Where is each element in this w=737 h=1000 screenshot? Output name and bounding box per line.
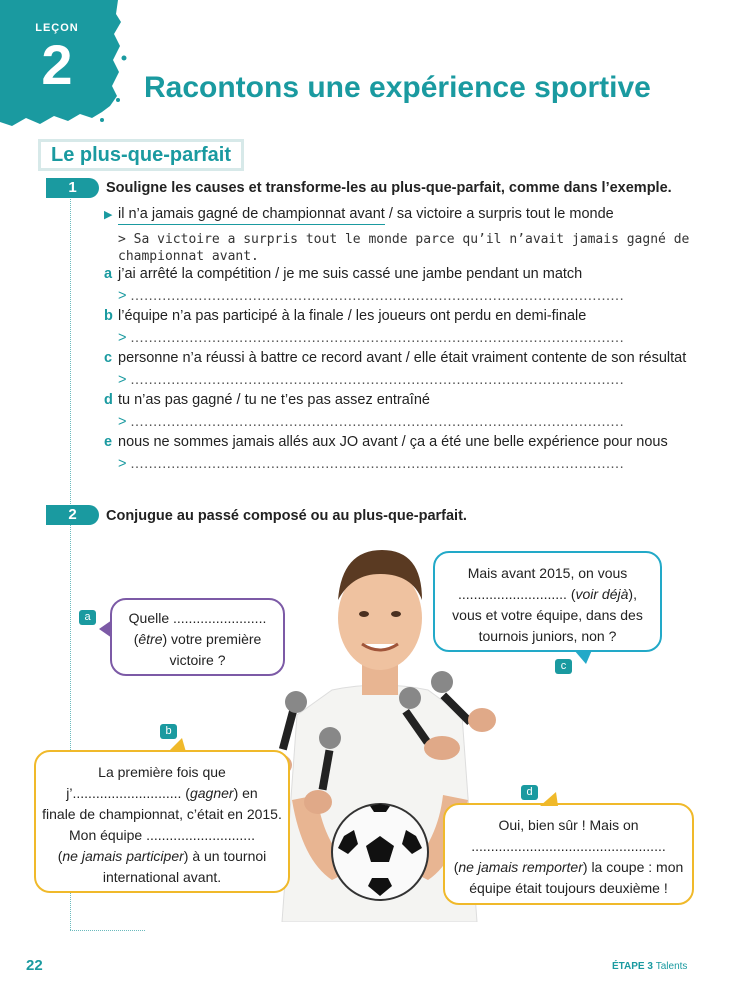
answer-line-d[interactable]: [118, 414, 624, 430]
speech-bubble-d: [443, 803, 694, 905]
bubble-d-tag: d: [521, 785, 538, 800]
answer-dots: .............................................................................................................: [130, 330, 625, 346]
bubble-b-line-5-rest: ) à un tournoi: [183, 848, 267, 864]
answer-dots: .............................................................................................................: [130, 414, 625, 430]
answer-line-c[interactable]: [118, 372, 624, 388]
bubble-a-pointer: [99, 620, 113, 638]
answer-prefix: >: [118, 372, 127, 388]
bubble-a-line-2-rest: votre première: [167, 631, 262, 647]
item-letter: e: [104, 434, 113, 450]
item-text: tu n’as pas gagné / tu ne t’es pas assez entraîné: [118, 392, 430, 408]
bubble-c-dots: ............................ (: [458, 586, 576, 602]
bubble-c-verb: voir déjà: [575, 586, 629, 602]
bubble-c-line-4: tournois juniors, non ?: [478, 628, 617, 644]
bubble-c-pointer: [574, 650, 592, 664]
answer-line-e[interactable]: [118, 456, 624, 472]
page-number: 22: [26, 957, 43, 974]
exercise-1-number: 1: [46, 178, 99, 198]
bubble-d-verb: ne jamais remporter: [458, 859, 583, 875]
section-title: Le plus-que-parfait: [38, 139, 244, 171]
answer-prefix: >: [118, 330, 127, 346]
example-rest: / sa victoire a surpris tout le monde: [384, 206, 614, 222]
lesson-label: LEÇON: [35, 22, 79, 34]
example-answer-line-1: > Sa victoire a surpris tout le monde parce qu’il n’avait jamais gagné de: [118, 232, 690, 247]
bullet-triangle-icon: ▶: [104, 209, 113, 221]
answer-prefix: >: [118, 456, 127, 472]
bubble-c-line-1: Mais avant 2015, on vous: [467, 565, 628, 581]
bubble-a-line-2: (être) votre première: [133, 631, 262, 647]
item-e: [104, 434, 668, 450]
bubble-b-line-2: j’............................ (gagner) en: [66, 785, 258, 801]
item-text: j’ai arrêté la compétition / je me suis cassé une jambe pendant un match: [118, 266, 583, 282]
bubble-b-line-6: international avant.: [102, 869, 222, 885]
bubble-a-verb: être: [138, 631, 163, 647]
bubble-b-line-4: Mon équipe ............................: [69, 827, 255, 843]
item-letter: d: [104, 392, 113, 408]
bubble-c-line-2: [435, 584, 660, 605]
item-text: l’équipe n’a pas participé à la finale / les joueurs ont perdu en demi-finale: [118, 308, 587, 324]
bubble-b-line-2-rest: ) en: [233, 785, 258, 801]
answer-dots: .............................................................................................................: [130, 456, 625, 472]
exercise-1-instruction: Souligne les causes et transforme-les au plus-que-parfait, comme dans l’exemple.: [106, 180, 672, 196]
bubble-b-dots-1: j’............................: [66, 785, 182, 801]
bubble-b-tag: b: [160, 724, 177, 739]
item-letter: c: [104, 350, 113, 366]
lesson-number: 2: [41, 33, 73, 96]
bubble-d-line-1: Oui, bien sûr ! Mais on: [498, 817, 639, 833]
bubble-a-line-1: Quelle ........................: [128, 610, 267, 626]
exercise-2-number: 2: [46, 505, 99, 525]
speech-bubble-c: [433, 551, 662, 652]
bubble-b-line-3: finale de championnat, c’était en 2015.: [42, 806, 282, 822]
item-text: nous ne sommes jamais allés aux JO avant / ça a été une belle expérience pour nous: [118, 434, 668, 450]
speech-bubble-a: [110, 598, 285, 676]
answer-prefix: >: [118, 288, 127, 304]
bubble-d-line-4: équipe était toujours deuxième !: [469, 880, 668, 896]
item-c: [104, 350, 686, 366]
bubble-c-line-3: vous et votre équipe, dans des: [452, 607, 643, 623]
bubble-b-verb-2: ne jamais participer: [62, 848, 184, 864]
item-b: [104, 308, 586, 324]
example-answer-line-2: championnat avant.: [118, 249, 259, 264]
page-title: Racontons une expérience sportive: [144, 71, 651, 104]
answer-dots: .............................................................................................................: [130, 372, 625, 388]
bubble-d-pointer: [540, 792, 558, 806]
answer-line-a[interactable]: [118, 288, 624, 304]
margin-rule-end: [70, 930, 145, 931]
bubble-b-line-5: (ne jamais participer) à un tournoi: [57, 848, 267, 864]
answer-line-b[interactable]: [118, 330, 624, 346]
item-letter: a: [104, 266, 113, 282]
footer-etape-title: Talents: [655, 961, 688, 972]
item-d: [104, 392, 430, 408]
bubble-c-tag: c: [555, 659, 572, 674]
answer-prefix: >: [118, 414, 127, 430]
bubble-d-line-3: (ne jamais remporter) la coupe : mon: [453, 859, 684, 875]
footer-etape: [612, 961, 687, 972]
answer-dots: .............................................................................................................: [130, 288, 625, 304]
bubble-a-line-3: victoire ?: [169, 652, 226, 668]
item-text: personne n’a réussi à battre ce record avant / elle était vraiment contente de son résultat: [118, 350, 687, 366]
bubble-b-verb-1: gagner: [189, 785, 234, 801]
exercise-2-instruction: Conjugue au passé composé ou au plus-que-parfait.: [106, 508, 467, 524]
bubble-a-tag: a: [79, 610, 96, 625]
bubble-b-pointer: [168, 738, 186, 752]
speech-bubble-b: [34, 750, 290, 893]
example-line: [104, 206, 614, 225]
footer-etape-label: ÉTAPE 3: [612, 961, 653, 972]
bubble-b-line-1: La première fois que: [98, 764, 226, 780]
item-a: [104, 266, 582, 282]
item-letter: b: [104, 308, 113, 324]
bubble-c-line-2-rest: ),: [628, 586, 637, 602]
bubble-d-line-3-rest: ) la coupe : mon: [582, 859, 684, 875]
example-cause: il n’a jamais gagné de championnat avant: [118, 206, 385, 225]
bubble-d-line-2: ..................................................: [471, 838, 666, 854]
